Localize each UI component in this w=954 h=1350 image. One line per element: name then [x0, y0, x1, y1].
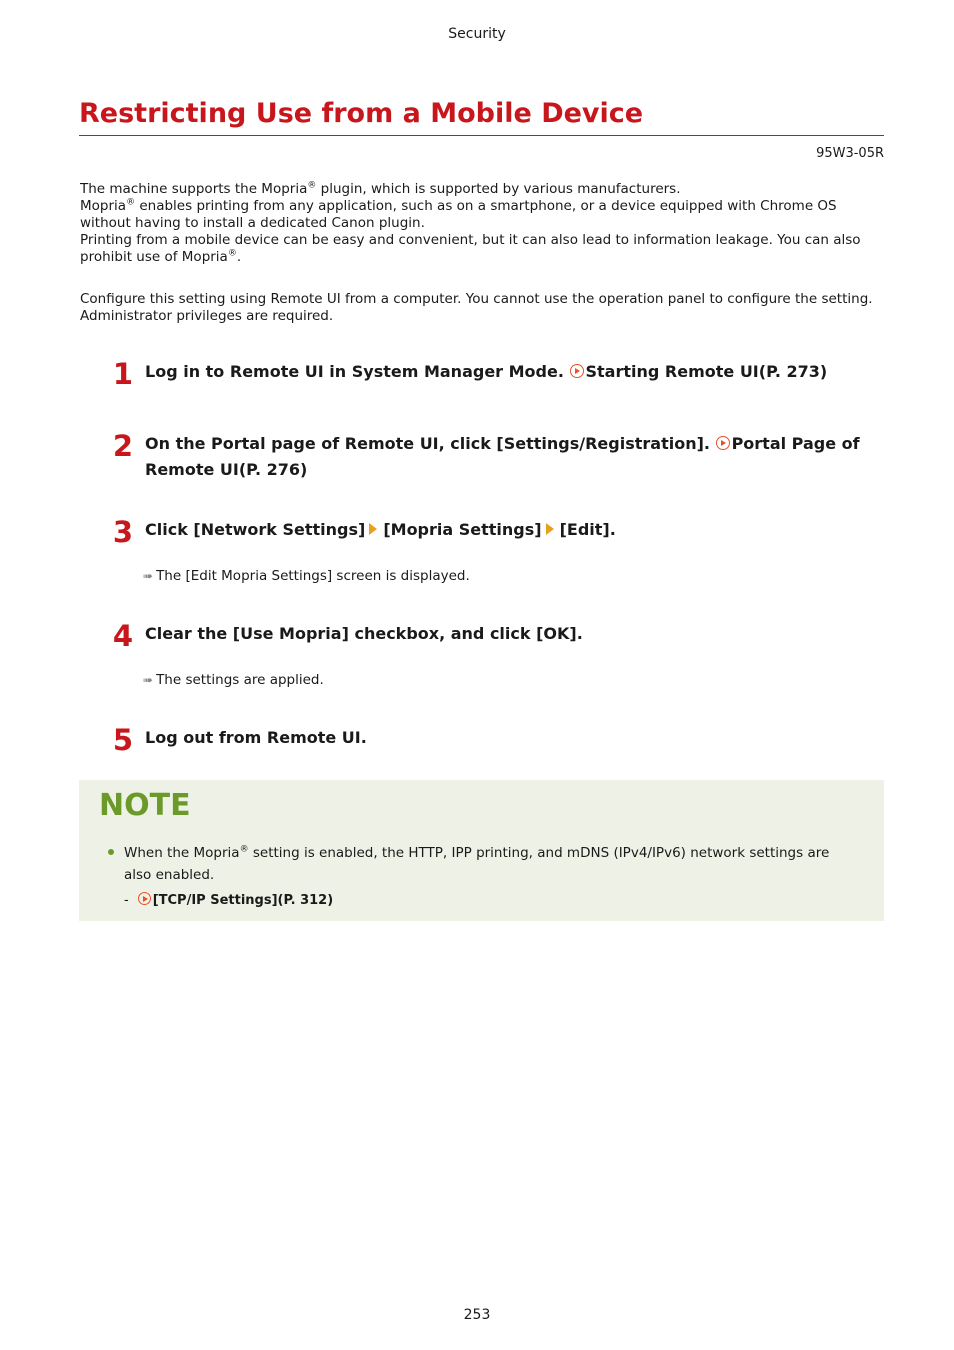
tcpip-settings-link[interactable]: - [TCP/IP Settings](P. 312) [124, 893, 334, 908]
circle-arrow-icon [138, 892, 151, 905]
step-number: 3 [112, 515, 134, 549]
triangle-right-icon [369, 523, 377, 535]
step-number: 2 [112, 429, 134, 463]
registered-mark: ® [239, 844, 249, 855]
intro-paragraph-1: The machine supports the Mopria® plugin, which is supported by various manufacturers. Mopria® enables printing from any application, such as on a smartphone, or a device equipped with Chrome OS without having to install a dedicated Canon plugin. Printing from a mobile device can be easy and convenient, but it can also lead to information leakage. You can also prohibit use of Mopria®. [80, 180, 861, 265]
starting-remote-ui-link[interactable]: Starting Remote UI(P. 273) [570, 362, 828, 381]
bullet-icon [108, 849, 114, 855]
note-text: When the Mopria® setting is enabled, the HTTP, IPP printing, and mDNS (IPv4/IPv6) network settings are also enabled. [124, 844, 830, 883]
note-title: NOTE [99, 788, 191, 823]
registered-mark: ® [227, 248, 237, 259]
title-divider [79, 135, 884, 136]
page-title: Restricting Use from a Mobile Device [79, 98, 644, 129]
running-header: Security [448, 26, 506, 42]
step-number: 1 [112, 357, 134, 391]
step-4-text: Clear the [Use Mopria] checkbox, and click [OK]. [145, 624, 583, 643]
step-number: 4 [112, 619, 134, 653]
circle-arrow-icon [716, 436, 730, 450]
step-3-text: Click [Network Settings] [Mopria Settings] [Edit]. [145, 520, 616, 539]
step-2-text: On the Portal page of Remote UI, click [Settings/Registration]. Portal Page of Remote UI(P. 276) [145, 434, 860, 479]
portal-page-link[interactable]: Portal Page of Remote UI(P. 276) [145, 434, 860, 479]
step-1-text: Log in to Remote UI in System Manager Mode. Starting Remote UI(P. 273) [145, 362, 828, 381]
registered-mark: ® [307, 180, 317, 191]
circle-arrow-icon [570, 364, 584, 378]
double-arrow-icon: ➠ [143, 673, 154, 687]
page-number: 253 [463, 1307, 491, 1323]
double-arrow-icon: ➠ [143, 569, 154, 583]
registered-mark: ® [126, 197, 136, 208]
document-id: 95W3-05R [816, 146, 884, 161]
step-4-result: ➠ The settings are applied. [143, 672, 324, 688]
step-5-text: Log out from Remote UI. [145, 728, 367, 747]
triangle-right-icon [546, 523, 554, 535]
step-3-result: ➠ The [Edit Mopria Settings] screen is displayed. [143, 568, 470, 584]
intro-paragraph-2: Configure this setting using Remote UI from a computer. You cannot use the operation panel to configure the setting. Administrator privileges are required. [80, 291, 873, 324]
step-number: 5 [112, 723, 134, 757]
